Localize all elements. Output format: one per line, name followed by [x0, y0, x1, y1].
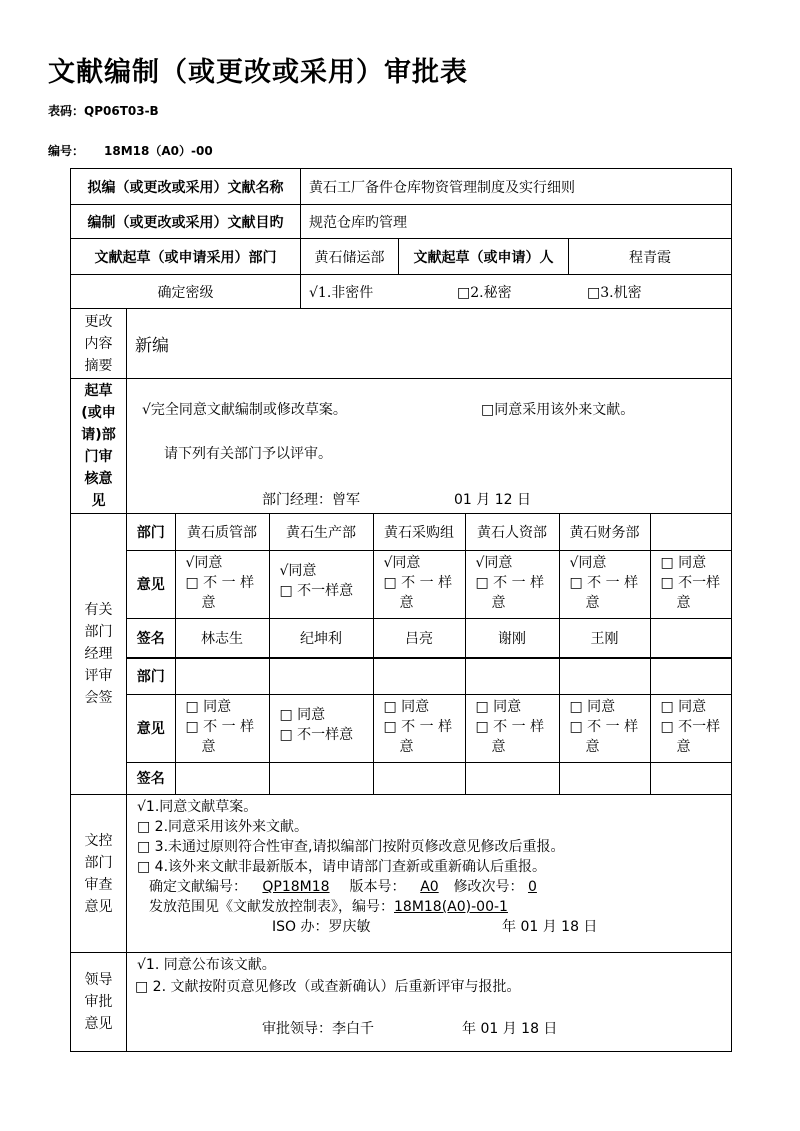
dept-cell[interactable] [175, 658, 269, 694]
signature-cell[interactable] [650, 762, 731, 794]
opinion-tail: 意 [491, 738, 506, 755]
opinion-cell[interactable] [373, 550, 465, 618]
opinion-cell[interactable] [269, 694, 373, 762]
opinion-row-label: 意见 [127, 694, 175, 762]
draft-review-manager: 部门经理：曾军 [262, 492, 360, 508]
revision-value[interactable]: 0 [527, 879, 537, 895]
serial-number [48, 142, 213, 159]
leader-content [127, 953, 732, 1052]
doc-control-item-2[interactable]: □ 2.同意采用该外来文献。 [137, 819, 309, 835]
disagree-option[interactable]: □ 不 一 样 [185, 718, 255, 735]
signature-cell[interactable]: 林志生 [175, 618, 269, 658]
signature-cell[interactable] [465, 762, 559, 794]
confirm-no-value[interactable]: QP18M18 [262, 879, 330, 895]
opinion-cell[interactable] [175, 550, 269, 618]
doc-control-label: 文控部门审查意见 [71, 795, 127, 953]
serial-label: 编号： [48, 144, 85, 158]
signature-cell[interactable] [650, 618, 731, 658]
disagree-option[interactable]: □ 不一样 [660, 718, 721, 735]
draft-review-request: 请下列有关部门予以评审。 [164, 446, 332, 462]
draft-dept-value[interactable]: 黄石储运部 [301, 239, 399, 275]
doc-purpose-label: 编制（或更改或采用）文献目旳 [71, 205, 301, 239]
confirm-no-label: 确定文献编号： [149, 879, 247, 895]
draft-review-option-a[interactable]: √完全同意文献编制或修改草案。 [142, 402, 347, 418]
secrecy-option-2[interactable]: □2.秘密 [457, 284, 512, 301]
draft-person-label: 文献起草（或申请）人 [399, 239, 569, 275]
dept-cell: 黄石采购组 [373, 514, 465, 550]
dept-cell[interactable] [465, 658, 559, 694]
sign-row-label: 签名 [127, 762, 175, 794]
agree-option[interactable]: □ 同意 [279, 706, 326, 723]
agree-option[interactable]: √同意 [569, 554, 607, 571]
doc-control-scope [137, 897, 731, 917]
agree-option[interactable]: □ 同意 [660, 554, 707, 571]
agree-option[interactable]: □ 同意 [383, 698, 430, 715]
page-title: 文献编制（或更改或采用）审批表 [48, 57, 468, 88]
dept-cell: 黄石质管部 [175, 514, 269, 550]
leader-label: 领导审批意见 [71, 953, 127, 1052]
doc-control-date: 年 01 月 18 日 [502, 919, 598, 935]
opinion-tail: 意 [201, 594, 216, 611]
signature-cell[interactable]: 吕亮 [373, 618, 465, 658]
approval-form [70, 168, 732, 1052]
agree-option[interactable]: √同意 [383, 554, 421, 571]
iso-officer: ISO 办：罗庆敏 [272, 919, 371, 935]
dept-cell [650, 514, 731, 550]
disagree-option[interactable]: □ 不 一 样 [569, 718, 639, 735]
opinion-cell[interactable] [650, 550, 731, 618]
signature-cell[interactable]: 纪坤利 [269, 618, 373, 658]
doc-control-numbers [137, 877, 731, 897]
dept-cell: 黄石生产部 [269, 514, 373, 550]
dept-cell: 黄石人资部 [465, 514, 559, 550]
review-label: 有关部门经理评审会签 [71, 514, 127, 795]
doc-control-item-4[interactable]: □ 4.该外来文献非最新版本，请申请部门查新或重新确认后重报。 [137, 859, 547, 875]
opinion-cell[interactable] [559, 550, 650, 618]
serial-value: 18M18（A0）-00 [104, 144, 213, 158]
leader-approver: 审批领导：李白千 [262, 1021, 374, 1037]
opinion-row-label: 意见 [127, 550, 175, 618]
opinion-cell[interactable] [373, 694, 465, 762]
draft-review-content [127, 379, 732, 514]
agree-option[interactable]: □ 同意 [475, 698, 522, 715]
disagree-option[interactable]: □ 不一样意 [279, 726, 354, 743]
leader-item-2[interactable]: □ 2. 文献按附页意见修改（或查新确认）后重新评审与报批。 [135, 979, 521, 995]
opinion-cell[interactable] [465, 550, 559, 618]
agree-option[interactable]: √同意 [279, 562, 317, 579]
draft-person-value[interactable]: 程青霞 [569, 239, 732, 275]
agree-option[interactable]: √同意 [475, 554, 513, 571]
doc-control-signoff [137, 917, 731, 937]
opinion-tail: 意 [585, 594, 600, 611]
disagree-option[interactable]: □ 不一样意 [279, 582, 354, 599]
dept-cell[interactable] [559, 658, 650, 694]
signature-cell[interactable]: 谢刚 [465, 618, 559, 658]
signature-cell[interactable]: 王刚 [559, 618, 650, 658]
change-summary-label: 更改内容摘要 [71, 309, 127, 379]
opinion-tail: 意 [491, 594, 506, 611]
disagree-option[interactable]: □ 不一样 [660, 574, 721, 591]
disagree-option[interactable]: □ 不 一 样 [475, 574, 545, 591]
opinion-tail: 意 [399, 738, 414, 755]
version-label: 版本号： [349, 879, 406, 895]
version-value[interactable]: A0 [420, 879, 439, 895]
dept-row-label: 部门 [127, 658, 175, 694]
disagree-option[interactable]: □ 不 一 样 [475, 718, 545, 735]
draft-review-label: 起草(或申请)部门审核意见 [71, 379, 127, 514]
doc-control-content [127, 795, 732, 953]
doc-purpose-value[interactable]: 规范仓库旳管理 [301, 205, 732, 239]
opinion-tail: 意 [676, 594, 691, 611]
secrecy-label-text: 确定密级 [157, 284, 214, 301]
doc-control-item-1[interactable]: √1.同意文献草案。 [137, 799, 258, 815]
opinion-tail: 意 [676, 738, 691, 755]
scope-text: 发放范围见《文献发放控制表》，编号： [149, 899, 394, 915]
change-summary-value[interactable]: 新编 [127, 309, 732, 379]
disagree-option[interactable]: □ 不 一 样 [569, 574, 639, 591]
disagree-option[interactable]: □ 不 一 样 [185, 574, 255, 591]
leader-date: 年 01 月 18 日 [462, 1021, 558, 1037]
dept-cell[interactable] [269, 658, 373, 694]
opinion-cell[interactable] [175, 694, 269, 762]
review-grid [127, 514, 732, 795]
opinion-cell[interactable] [465, 694, 559, 762]
form-code: 表码：QP06T03-B [48, 104, 159, 118]
dept-row-label: 部门 [127, 514, 175, 550]
disagree-option[interactable]: □ 不 一 样 [383, 718, 453, 735]
secrecy-option-3[interactable]: □3.机密 [587, 284, 642, 301]
sign-row-label: 签名 [127, 618, 175, 658]
draft-review-date: 01 月 12 日 [454, 492, 531, 508]
agree-option[interactable]: □ 同意 [660, 698, 707, 715]
signature-cell[interactable] [559, 762, 650, 794]
review-table [127, 514, 731, 794]
opinion-cell[interactable] [269, 550, 373, 618]
signature-cell[interactable] [269, 762, 373, 794]
doc-name-label: 拟编（或更改或采用）文献名称 [71, 169, 301, 205]
dept-cell: 黄石财务部 [559, 514, 650, 550]
secrecy-option-1[interactable]: √1.非密件 [309, 284, 374, 301]
opinion-tail: 意 [585, 738, 600, 755]
secrecy-label [71, 275, 301, 309]
secrecy-options [301, 275, 732, 309]
revision-label: 修改次号： [453, 879, 524, 895]
agree-option[interactable]: √同意 [185, 554, 223, 571]
opinion-tail: 意 [399, 594, 414, 611]
doc-control-item-3[interactable]: □ 3.未通过原则符合性审查,请拟编部门按附页修改意见修改后重报。 [137, 839, 565, 855]
leader-item-1[interactable]: √1. 同意公布该文献。 [137, 957, 276, 973]
dept-cell[interactable] [650, 658, 731, 694]
opinion-tail: 意 [201, 738, 216, 755]
doc-name-value[interactable]: 黄石工厂备件仓库物资管理制度及实行细则 [301, 169, 732, 205]
dept-cell[interactable] [373, 658, 465, 694]
signature-cell[interactable] [373, 762, 465, 794]
signature-cell[interactable] [175, 762, 269, 794]
opinion-cell[interactable] [559, 694, 650, 762]
scope-number[interactable]: 18M18(A0)-00-1 [394, 899, 508, 915]
disagree-option[interactable]: □ 不 一 样 [383, 574, 453, 591]
opinion-cell[interactable] [650, 694, 731, 762]
draft-review-option-b[interactable]: □同意采用该外来文献。 [481, 402, 635, 418]
draft-dept-label: 文献起草（或申请采用）部门 [71, 239, 301, 275]
agree-option[interactable]: □ 同意 [185, 698, 232, 715]
agree-option[interactable]: □ 同意 [569, 698, 616, 715]
